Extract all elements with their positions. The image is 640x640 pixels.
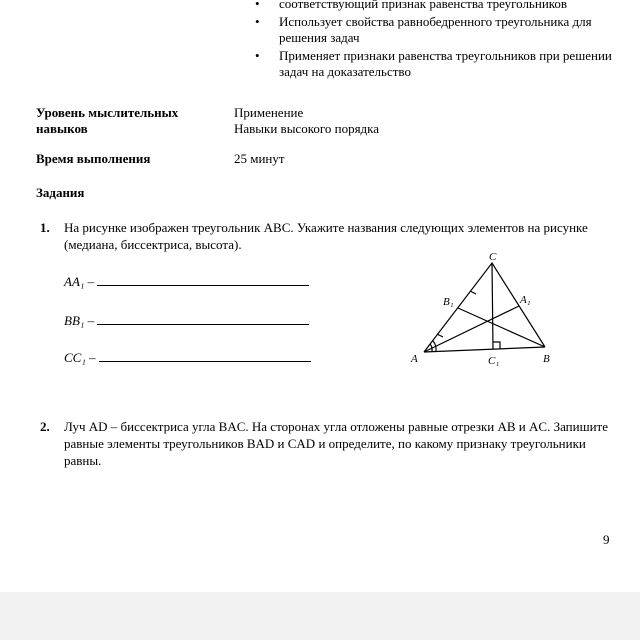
- bullet-icon: •: [255, 48, 260, 63]
- time-label: Время выполнения: [36, 151, 151, 166]
- triangle-figure: [400, 250, 565, 370]
- tick-mark: [470, 291, 476, 294]
- bullet-item: • Применяет признаки равенства треугольников при решении задач на доказательство: [255, 48, 612, 79]
- tick-mark: [437, 334, 443, 337]
- bullet-item: • соответствующий признак равенства треугольников: [255, 0, 625, 12]
- label-a: A: [411, 353, 418, 365]
- side-ab: [424, 347, 545, 352]
- task-1: [40, 219, 615, 253]
- skills-bullet-list: [255, 0, 625, 82]
- right-angle-mark: [493, 342, 500, 349]
- altitude-cc1: [492, 263, 493, 349]
- label-b: B: [543, 353, 550, 365]
- answer-line[interactable]: [99, 350, 311, 362]
- label-a1: A₁: [520, 294, 531, 306]
- bullet-item: • Использует свойства равнобедренного треугольника для решения задач: [255, 14, 592, 45]
- answer-bb1: BB₁ –: [64, 313, 309, 329]
- thinking-level-label: Уровень мыслительных навыков: [36, 105, 179, 136]
- time-value: 25 минут: [234, 151, 285, 166]
- task-1-text: На рисунке изображен треугольник ABC. Укажите названия следующих элементов на рисунке (медиана, биссектриса, высота).: [64, 220, 588, 252]
- angle-arc: [433, 341, 436, 351]
- label-c1: C₁: [488, 355, 500, 367]
- task-2-number: 2.: [40, 419, 50, 434]
- label-c: C: [489, 251, 497, 263]
- page-footer-band: [0, 592, 640, 640]
- answer-aa1: AA₁ –: [64, 274, 309, 290]
- angle-arc: [430, 344, 432, 351]
- label-b1: B₁: [443, 296, 454, 308]
- bullet-icon: •: [255, 14, 260, 29]
- thinking-level-value: Применение Навыки высокого порядка: [234, 105, 380, 136]
- tasks-heading: Задания: [36, 185, 85, 200]
- bullet-icon: •: [255, 0, 260, 11]
- answer-line[interactable]: [97, 313, 309, 325]
- task-2-text: Луч AD – биссектриса угла BAC. На сторонах угла отложены равные отрезки AB и AC. Запишите равные элементы треугольников BAD и CAD и определите, по какому признаку треугольники равны.: [64, 419, 609, 468]
- task-1-number: 1.: [40, 220, 50, 235]
- answer-line[interactable]: [97, 274, 309, 286]
- page-number: 9: [603, 532, 610, 547]
- task-2: [40, 418, 615, 469]
- answer-cc1: CC₁ –: [64, 350, 311, 366]
